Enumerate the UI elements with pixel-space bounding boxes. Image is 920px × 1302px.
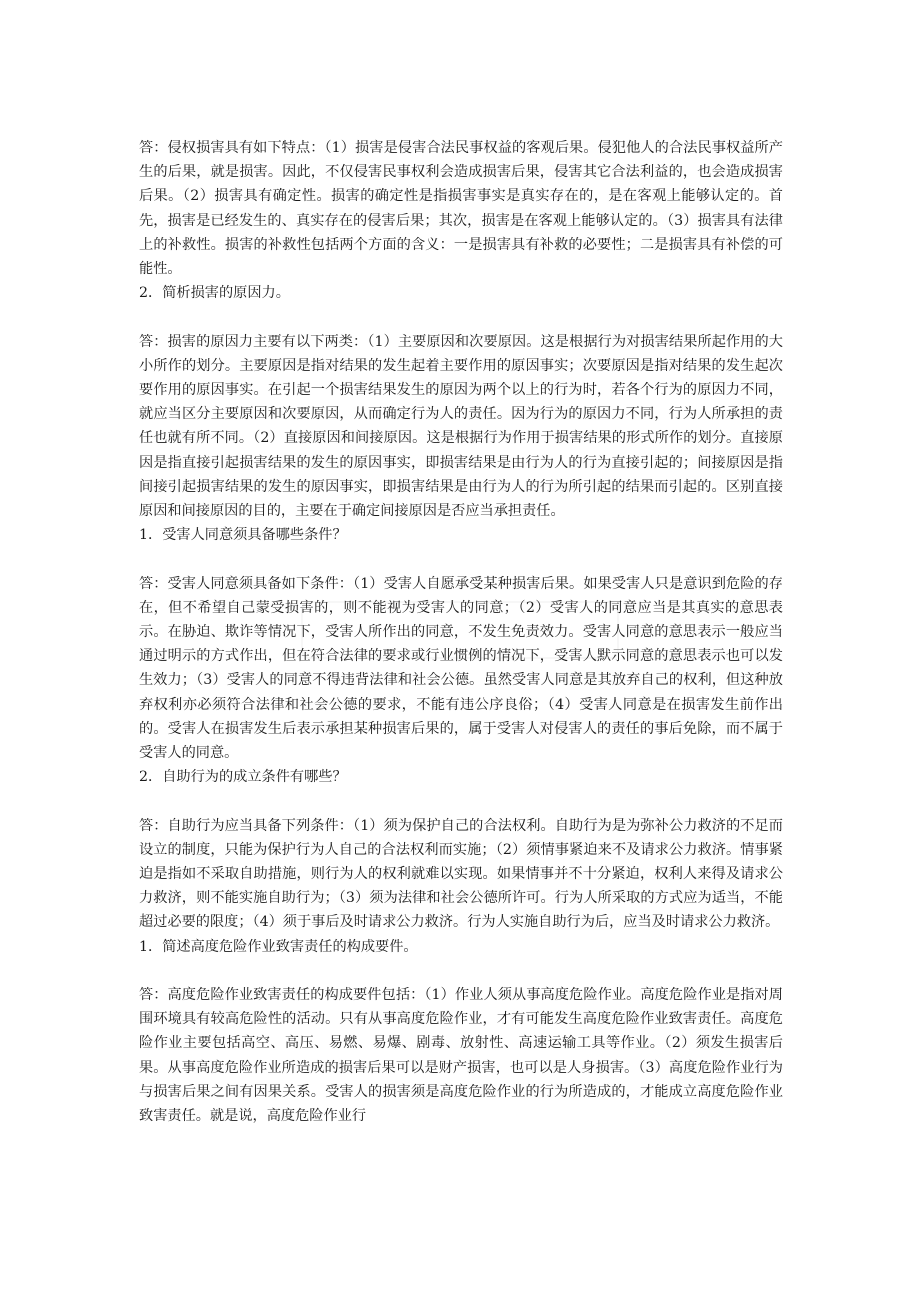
answer-paragraph: 答：侵权损害具有如下特点：（1）损害是侵害合法民事权益的客观后果。侵犯他人的合法民事权益所产生的后果，就是损害。因此，不仅侵害民事权利会造成损害后果，侵害其它合法利益的，也会造成损害后果。（2）损害具有确定性。损害的确定性是指损害事实是真实存在的，是在客观上能够认定的。首先，损害是已经发生的、真实存在的侵害后果；其次，损害是在客观上能够认定的。（3）损害具有法律上的补救性。损害的补救性包括两个方面的含义：一是损害具有补救的必要性；二是损害具有补偿的可能性。 [139,140,783,278]
question-heading: 2．自助行为的成立条件有哪些？ [139,769,347,786]
answer-paragraph: 答：自助行为应当具备下列条件：（1）须为保护自己的合法权利。自助行为是为弥补公力救济的不足而设立的制度，只能为保护行为人自己的合法权利而实施；（2）须情事紧迫来不及请求公力救济。情事紧迫是指如不采取自助措施，则行为人的权利就难以实现。如果情事并不十分紧迫，权利人来得及请求公力救济，则不能实施自助行为；（3）须为法律和社会公德所许可。行为人所采取的方式应为适当，不能超过必要的限度；（4）须于事后及时请求公力救济。行为人实施自助行为后，应当及时请求公力救济。 [139,817,783,931]
answer-paragraph: 答：高度危险作业致害责任的构成要件包括：（1）作业人须从事高度危险作业。高度危险作业是指对周围环境具有较高危险性的活动。只有从事高度危险作业，才有可能发生高度危险作业致害责任。高度危险作业主要包括高空、高压、易燃、易爆、剧毒、放射性、高速运输工具等作业。（2）须发生损害后果。从事高度危险作业所造成的损害后果可以是财产损害，也可以是人身损害。（3）高度危险作业行为与损害后果之间有因果关系。受害人的损害须是高度危险作业的行为所造成的，才能成立高度危险作业致害责任。就是说，高度危险作业行 [139,987,783,1125]
question-heading: 1．简述高度危险作业致害责任的构成要件。 [139,938,418,955]
answer-paragraph: 答：受害人同意须具备如下条件：（1）受害人自愿承受某种损害后果。如果受害人只是意识到危险的存在，但不希望自己蒙受损害的，则不能视为受害人的同意；（2）受害人的同意应当是其真实的意思表示。在胁迫、欺诈等情况下，受害人所作出的同意，不发生免责效力。受害人同意的意思表示一般应当通过明示的方式作出，但在符合法律的要求或行业惯例的情况下，受害人默示同意的意思表示也可以发生效力；（3）受害人的同意不得违背法律和社会公德。虽然受害人同意是其放弃自己的权利，但这种放弃权利亦必须符合法律和社会公德的要求，不能有违公序良俗；（4）受害人同意是在损害发生前作出的。受害人在损害发生后表示承担某种损害后果的，属于受害人对侵害人的责任的事后免除，而不属于受害人的同意。 [139,575,783,762]
question-heading: 1．受害人同意须具备哪些条件？ [139,527,347,544]
question-heading: 2．简析损害的原因力。 [139,285,290,302]
answer-paragraph: 答：损害的原因力主要有以下两类：（1）主要原因和次要原因。这是根据行为对损害结果所起作用的大小所作的划分。主要原因是指对结果的发生起着主要作用的原因事实；次要原因是指对结果的发生起次要作用的原因事实。在引起一个损害结果发生的原因为两个以上的行为时，若各个行为的原因力不同，就应当区分主要原因和次要原因，从而确定行为人的责任。因为行为的原因力不同，行为人所承担的责任也就有所不同。（2）直接原因和间接原因。这是根据行为作用于损害结果的形式所作的划分。直接原因是指直接引起损害结果的发生的原因事实，即损害结果是由行为人的行为直接引起的；间接原因是指间接引起损害结果的发生的原因事实，即损害结果是由行为人的行为所引起的结果而引起的。区别直接原因和间接原因的目的，主要在于确定间接原因是否应当承担责任。 [139,333,783,520]
document-body [139,136,783,1128]
